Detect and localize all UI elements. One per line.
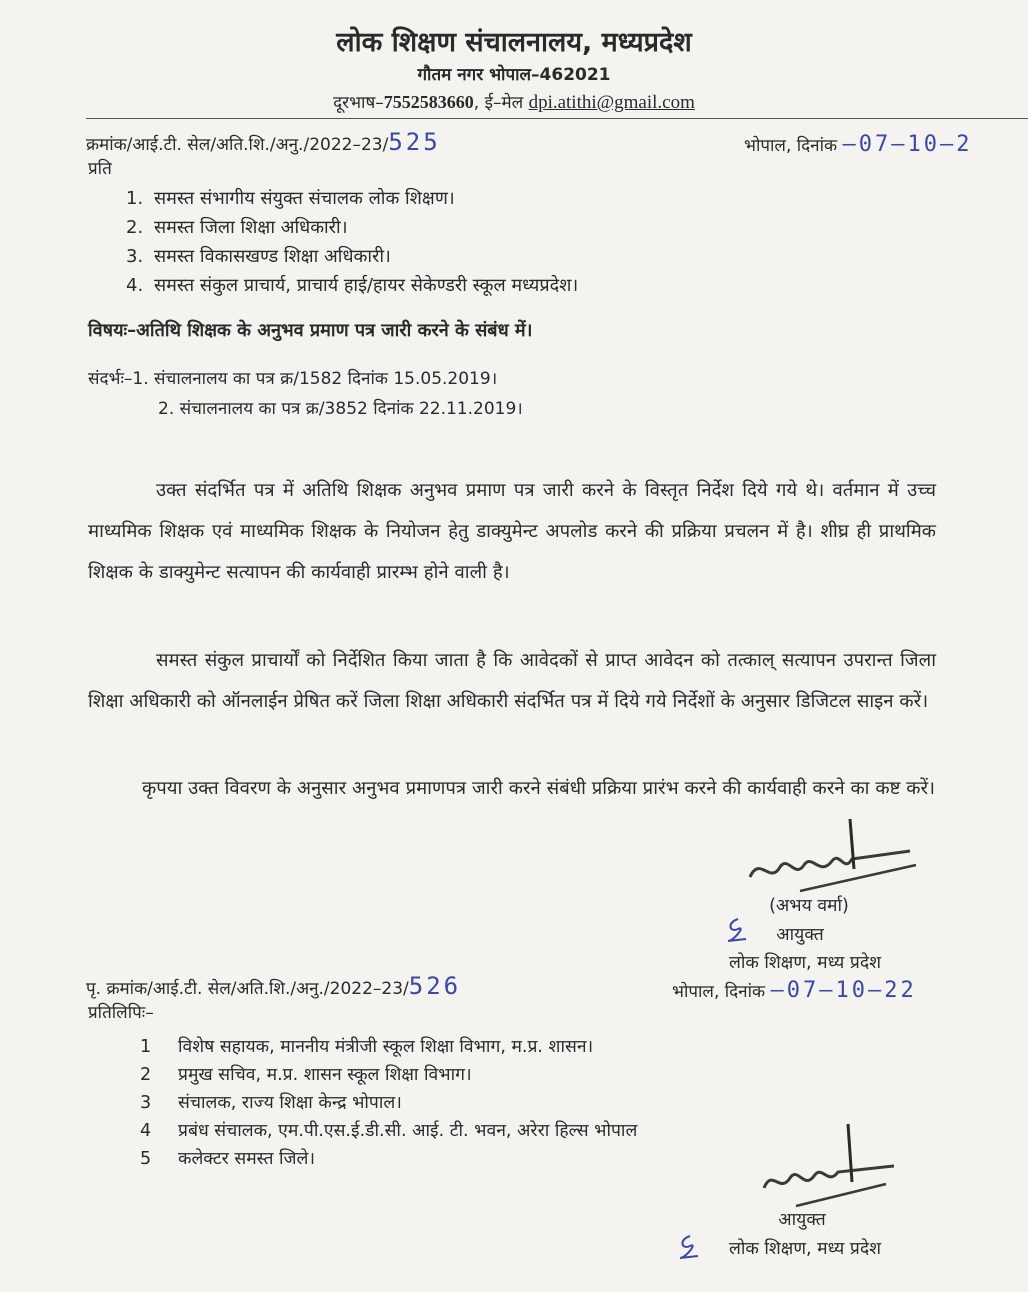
recipient-text: समस्त जिला शिक्षा अधिकारी। bbox=[154, 217, 348, 238]
recipient-item bbox=[126, 244, 391, 268]
letter-reference-prefix: क्रमांक/आई.टी. सेल/अति.शि./अनु./2022–23/ bbox=[86, 135, 389, 155]
signature-mark bbox=[740, 815, 920, 895]
recipient-text: समस्त संभागीय संयुक्त संचालक लोक शिक्षण। bbox=[154, 188, 455, 209]
office-address: गौतम नगर भोपाल–462021 bbox=[417, 65, 611, 85]
copy-signatory-office: लोक शिक्षण, मध्य प्रदेश bbox=[728, 1239, 882, 1259]
cc-number: 3 bbox=[140, 1093, 152, 1113]
cc-item bbox=[140, 1034, 593, 1058]
cc-text: विशेष सहायक, माननीय मंत्रीजी स्कूल शिक्षा विभाग, म.प्र. शासन। bbox=[178, 1037, 594, 1057]
letter-subject: विषयः–अतिथि शिक्षक के अनुभव प्रमाण पत्र जारी करने के संबंध में। bbox=[88, 320, 533, 341]
to-label: प्रति bbox=[88, 159, 112, 179]
cc-label: प्रतिलिपिः– bbox=[88, 1003, 154, 1023]
copy-date-value: –07–10–22 bbox=[770, 978, 917, 1003]
body-paragraph bbox=[88, 640, 936, 722]
cc-item bbox=[140, 1090, 402, 1114]
copy-reference bbox=[86, 972, 461, 1000]
body-paragraph-text: समस्त संकुल प्राचार्यों को निर्देशित किया जाता है कि आवेदकों से प्राप्त आवेदन को तत्काल् सत्यापन उपरान्त जिला शिक्षा अधिकारी को ऑनलाईन प्रेषित करें जिला शिक्षा अधिकारी संदर्भित पत्र में दिये गये निर्देशों के अनुसार डिजिटल साइन करें। bbox=[88, 650, 936, 712]
office-title: लोक शिक्षण संचालनालय, मध्यप्रदेश bbox=[336, 27, 692, 58]
initials-mark bbox=[676, 1232, 702, 1262]
cc-text: संचालक, राज्य शिक्षा केन्द्र भोपाल। bbox=[178, 1093, 402, 1113]
cc-item bbox=[140, 1062, 472, 1086]
cc-number: 5 bbox=[140, 1149, 152, 1169]
recipient-item bbox=[126, 273, 578, 297]
reference-item: 2. संचालनालय का पत्र क्र/3852 दिनांक 22.11.2019। bbox=[158, 399, 523, 419]
cc-number: 4 bbox=[140, 1121, 152, 1141]
recipient-text: समस्त विकासखण्ड शिक्षा अधिकारी। bbox=[154, 246, 391, 267]
header-divider bbox=[86, 118, 1028, 119]
signature-mark bbox=[756, 1118, 906, 1208]
body-paragraph bbox=[88, 470, 936, 593]
recipient-number: 2. bbox=[126, 217, 144, 238]
letter-place-date bbox=[744, 132, 972, 157]
phone-number: 7552583660 bbox=[383, 92, 474, 112]
office-contact bbox=[0, 90, 1028, 114]
reference-item: संदर्भः–1. संचालनालय का पत्र क्र/1582 दिनांक 15.05.2019। bbox=[88, 369, 498, 389]
copy-reference-number: 526 bbox=[408, 972, 462, 1000]
body-paragraph bbox=[88, 768, 936, 809]
recipient-number: 1. bbox=[126, 188, 144, 209]
recipient-item bbox=[126, 186, 455, 210]
cc-item bbox=[140, 1118, 637, 1142]
body-paragraph-text: कृपया उक्त विवरण के अनुसार अनुभव प्रमाणपत्र जारी करने संबंधी प्रक्रिया प्रारंभ करने की कार्यवाही करने का कष्ट करें। bbox=[142, 778, 936, 799]
signatory-office: लोक शिक्षण, मध्य प्रदेश bbox=[728, 953, 882, 973]
recipient-number: 4. bbox=[126, 275, 144, 296]
cc-text: प्रमुख सचिव, म.प्र. शासन स्कूल शिक्षा विभाग। bbox=[178, 1065, 472, 1085]
recipient-item bbox=[126, 215, 348, 239]
letter-date-label: भोपाल, दिनांक bbox=[744, 136, 838, 156]
copy-reference-prefix: पृ. क्रमांक/आई.टी. सेल/अति.शि./अनु./2022–23/ bbox=[86, 979, 409, 999]
copy-date-label: भोपाल, दिनांक bbox=[672, 982, 766, 1002]
letter-reference bbox=[86, 128, 441, 156]
recipient-text: समस्त संकुल प्राचार्य, प्राचार्य हाई/हायर सेकेण्डरी स्कूल मध्यप्रदेश। bbox=[154, 275, 579, 296]
letter-date-value: –07–10–2 bbox=[842, 132, 973, 157]
cc-number: 2 bbox=[140, 1065, 152, 1085]
phone-label: दूरभाष– bbox=[333, 93, 384, 113]
letter-reference-number: 525 bbox=[388, 128, 441, 156]
cc-item bbox=[140, 1146, 315, 1170]
email-label: , ई–मेल bbox=[473, 93, 529, 113]
cc-text: कलेक्टर समस्त जिले। bbox=[178, 1149, 316, 1169]
copy-place-date bbox=[672, 978, 917, 1003]
recipient-number: 3. bbox=[126, 246, 144, 267]
signatory-name: (अभय वर्मा) bbox=[769, 896, 849, 916]
body-paragraph-text: उक्त संदर्भित पत्र में अतिथि शिक्षक अनुभव प्रमाण पत्र जारी करने के विस्तृत निर्देश दिये गये थे। वर्तमान में उच्च माध्यमिक शिक्षक एवं माध्यमिक शिक्षक के नियोजन हेतु डाक्युमेन्ट अपलोड करने की प्रक्रिया प्रचलन में है। शीघ्र ही प्राथमिक शिक्षक के डाक्युमेन्ट सत्यापन की कार्यवाही प्रारम्भ होने वाली है। bbox=[88, 480, 936, 583]
signatory-designation: आयुक्त bbox=[776, 925, 824, 945]
cc-text: प्रबंध संचालक, एम.पी.एस.ई.डी.सी. आई. टी. भवन, अरेरा हिल्स भोपाल bbox=[178, 1121, 638, 1141]
copy-signatory-designation: आयुक्त bbox=[778, 1210, 826, 1230]
initials-mark bbox=[724, 915, 750, 945]
email-link[interactable]: dpi.atithi@gmail.com bbox=[528, 92, 695, 113]
cc-number: 1 bbox=[140, 1037, 152, 1057]
